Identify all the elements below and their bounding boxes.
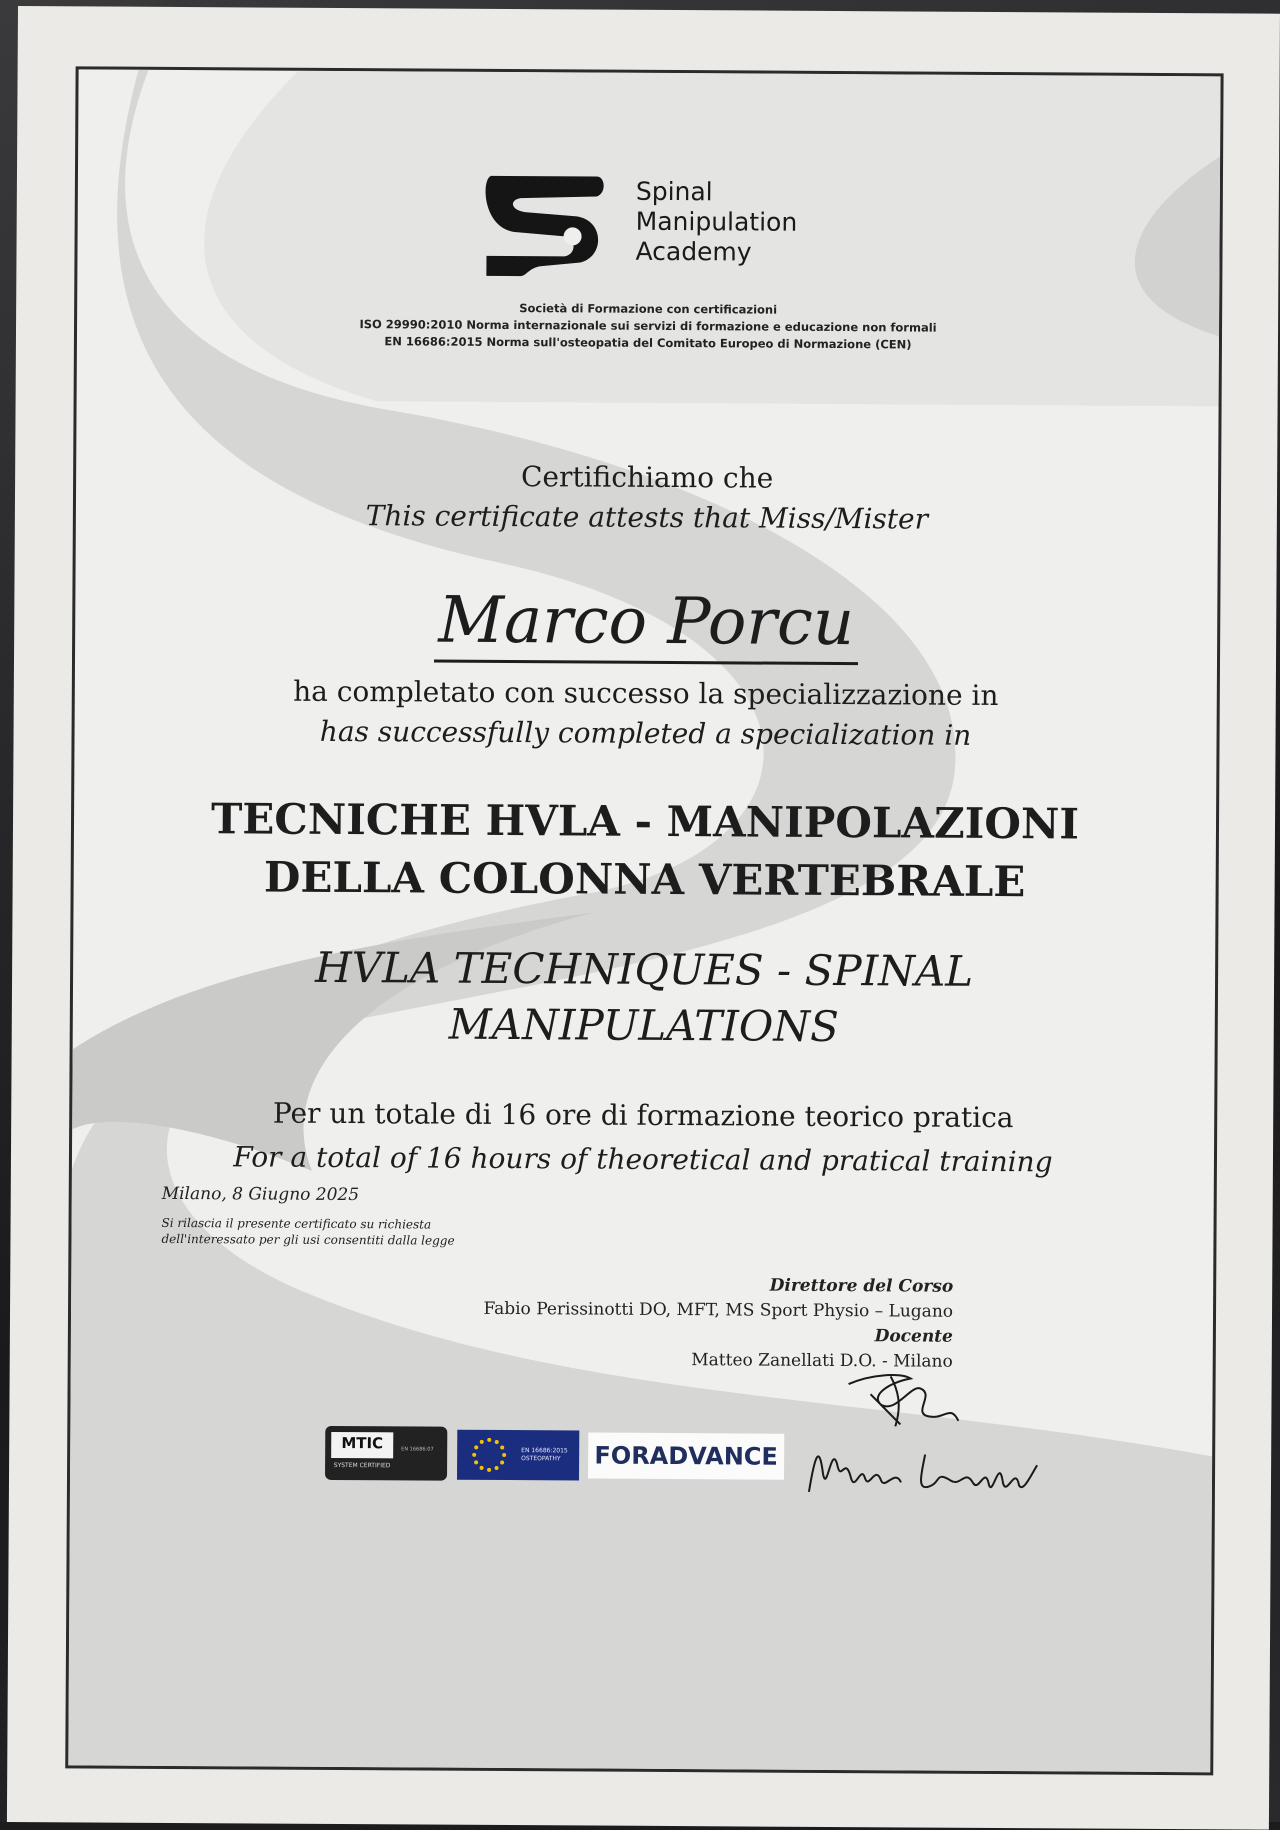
- legal-note-line2: dell'interessato per gli usi consentiti dalla legge: [161, 1231, 455, 1248]
- hours-english: For a total of 16 hours of theoretical and pratical training: [233, 1140, 1053, 1179]
- foradvance-logo: FORADVANCE: [588, 1433, 784, 1480]
- academy-name: [635, 177, 797, 268]
- director-name: Fabio Perissinotti DO, MFT, MS Sport Physio – Lugano: [483, 1298, 954, 1322]
- intro-italian: Certifichiamo che: [520, 460, 774, 495]
- mtic-logo-standard: EN 16686:07: [401, 1446, 434, 1453]
- certification-line: ISO 29990:2010 Norma internazionale sui servizi di formazione e educazione non formali: [359, 317, 937, 335]
- place-date: Milano, 8 Giugno 2025: [161, 1183, 360, 1206]
- eu-stars-icon: [459, 1430, 519, 1480]
- course-title-italian-line1: TECNICHE HVLA - MANIPOLAZIONI: [210, 794, 1080, 849]
- mtic-logo-text: MTIC: [331, 1432, 393, 1458]
- academy-name-line1: Spinal: [635, 176, 713, 207]
- academy-name-line2: Manipulation: [635, 206, 798, 237]
- certification-line: EN 16686:2015 Norma sull'osteopatia del Comitato Europeo di Normazione (CEN): [384, 334, 912, 352]
- certifications-block: [77, 297, 1219, 355]
- certification-line: Società di Formazione con certificazioni: [519, 301, 778, 317]
- teacher-role: Docente: [874, 1326, 953, 1347]
- academy-logo-icon: [480, 172, 607, 281]
- mtic-logo: [325, 1426, 447, 1481]
- teacher-signature: [805, 1434, 1045, 1505]
- completion-english: has successfully completed a specialization in: [319, 714, 972, 752]
- mtic-logo-sub: SYSTEM CERTIFIED: [333, 1461, 391, 1470]
- director-role: Direttore del Corso: [769, 1275, 954, 1297]
- signers-block: [483, 1272, 953, 1375]
- legal-note: [161, 1215, 454, 1249]
- completion-italian: ha completato con successo la specializzazione in: [293, 674, 999, 713]
- certificate-frame: [65, 66, 1223, 1775]
- teacher-name: Matteo Zanellati D.O. - Milano: [691, 1350, 953, 1372]
- intro-english: This certificate attests that Miss/Mister: [365, 499, 929, 536]
- academy-name-line3: Academy: [635, 236, 752, 267]
- hours-italian: Per un totale di 16 ore di formazione teorico pratica: [272, 1096, 1014, 1135]
- recipient-name: Marco Porcu: [434, 584, 858, 666]
- eu-logo-line2: OSTEOPATHY: [521, 1455, 561, 1463]
- director-signature: [840, 1364, 970, 1435]
- course-title-italian-line2: DELLA COLONNA VERTEBRALE: [263, 852, 1026, 907]
- course-title-english-line1: HVLA TECHNIQUES - SPINAL: [314, 942, 974, 996]
- eu-osteopathy-logo: [457, 1430, 579, 1481]
- certificate-paper: [7, 6, 1280, 1830]
- recipient-name-wrap: [75, 581, 1217, 662]
- eu-logo-line1: EN 16686:2015: [521, 1447, 568, 1455]
- course-title-english-line2: MANIPULATIONS: [448, 999, 839, 1052]
- legal-note-line1: Si rilascia il presente certificato su richiesta: [161, 1215, 432, 1232]
